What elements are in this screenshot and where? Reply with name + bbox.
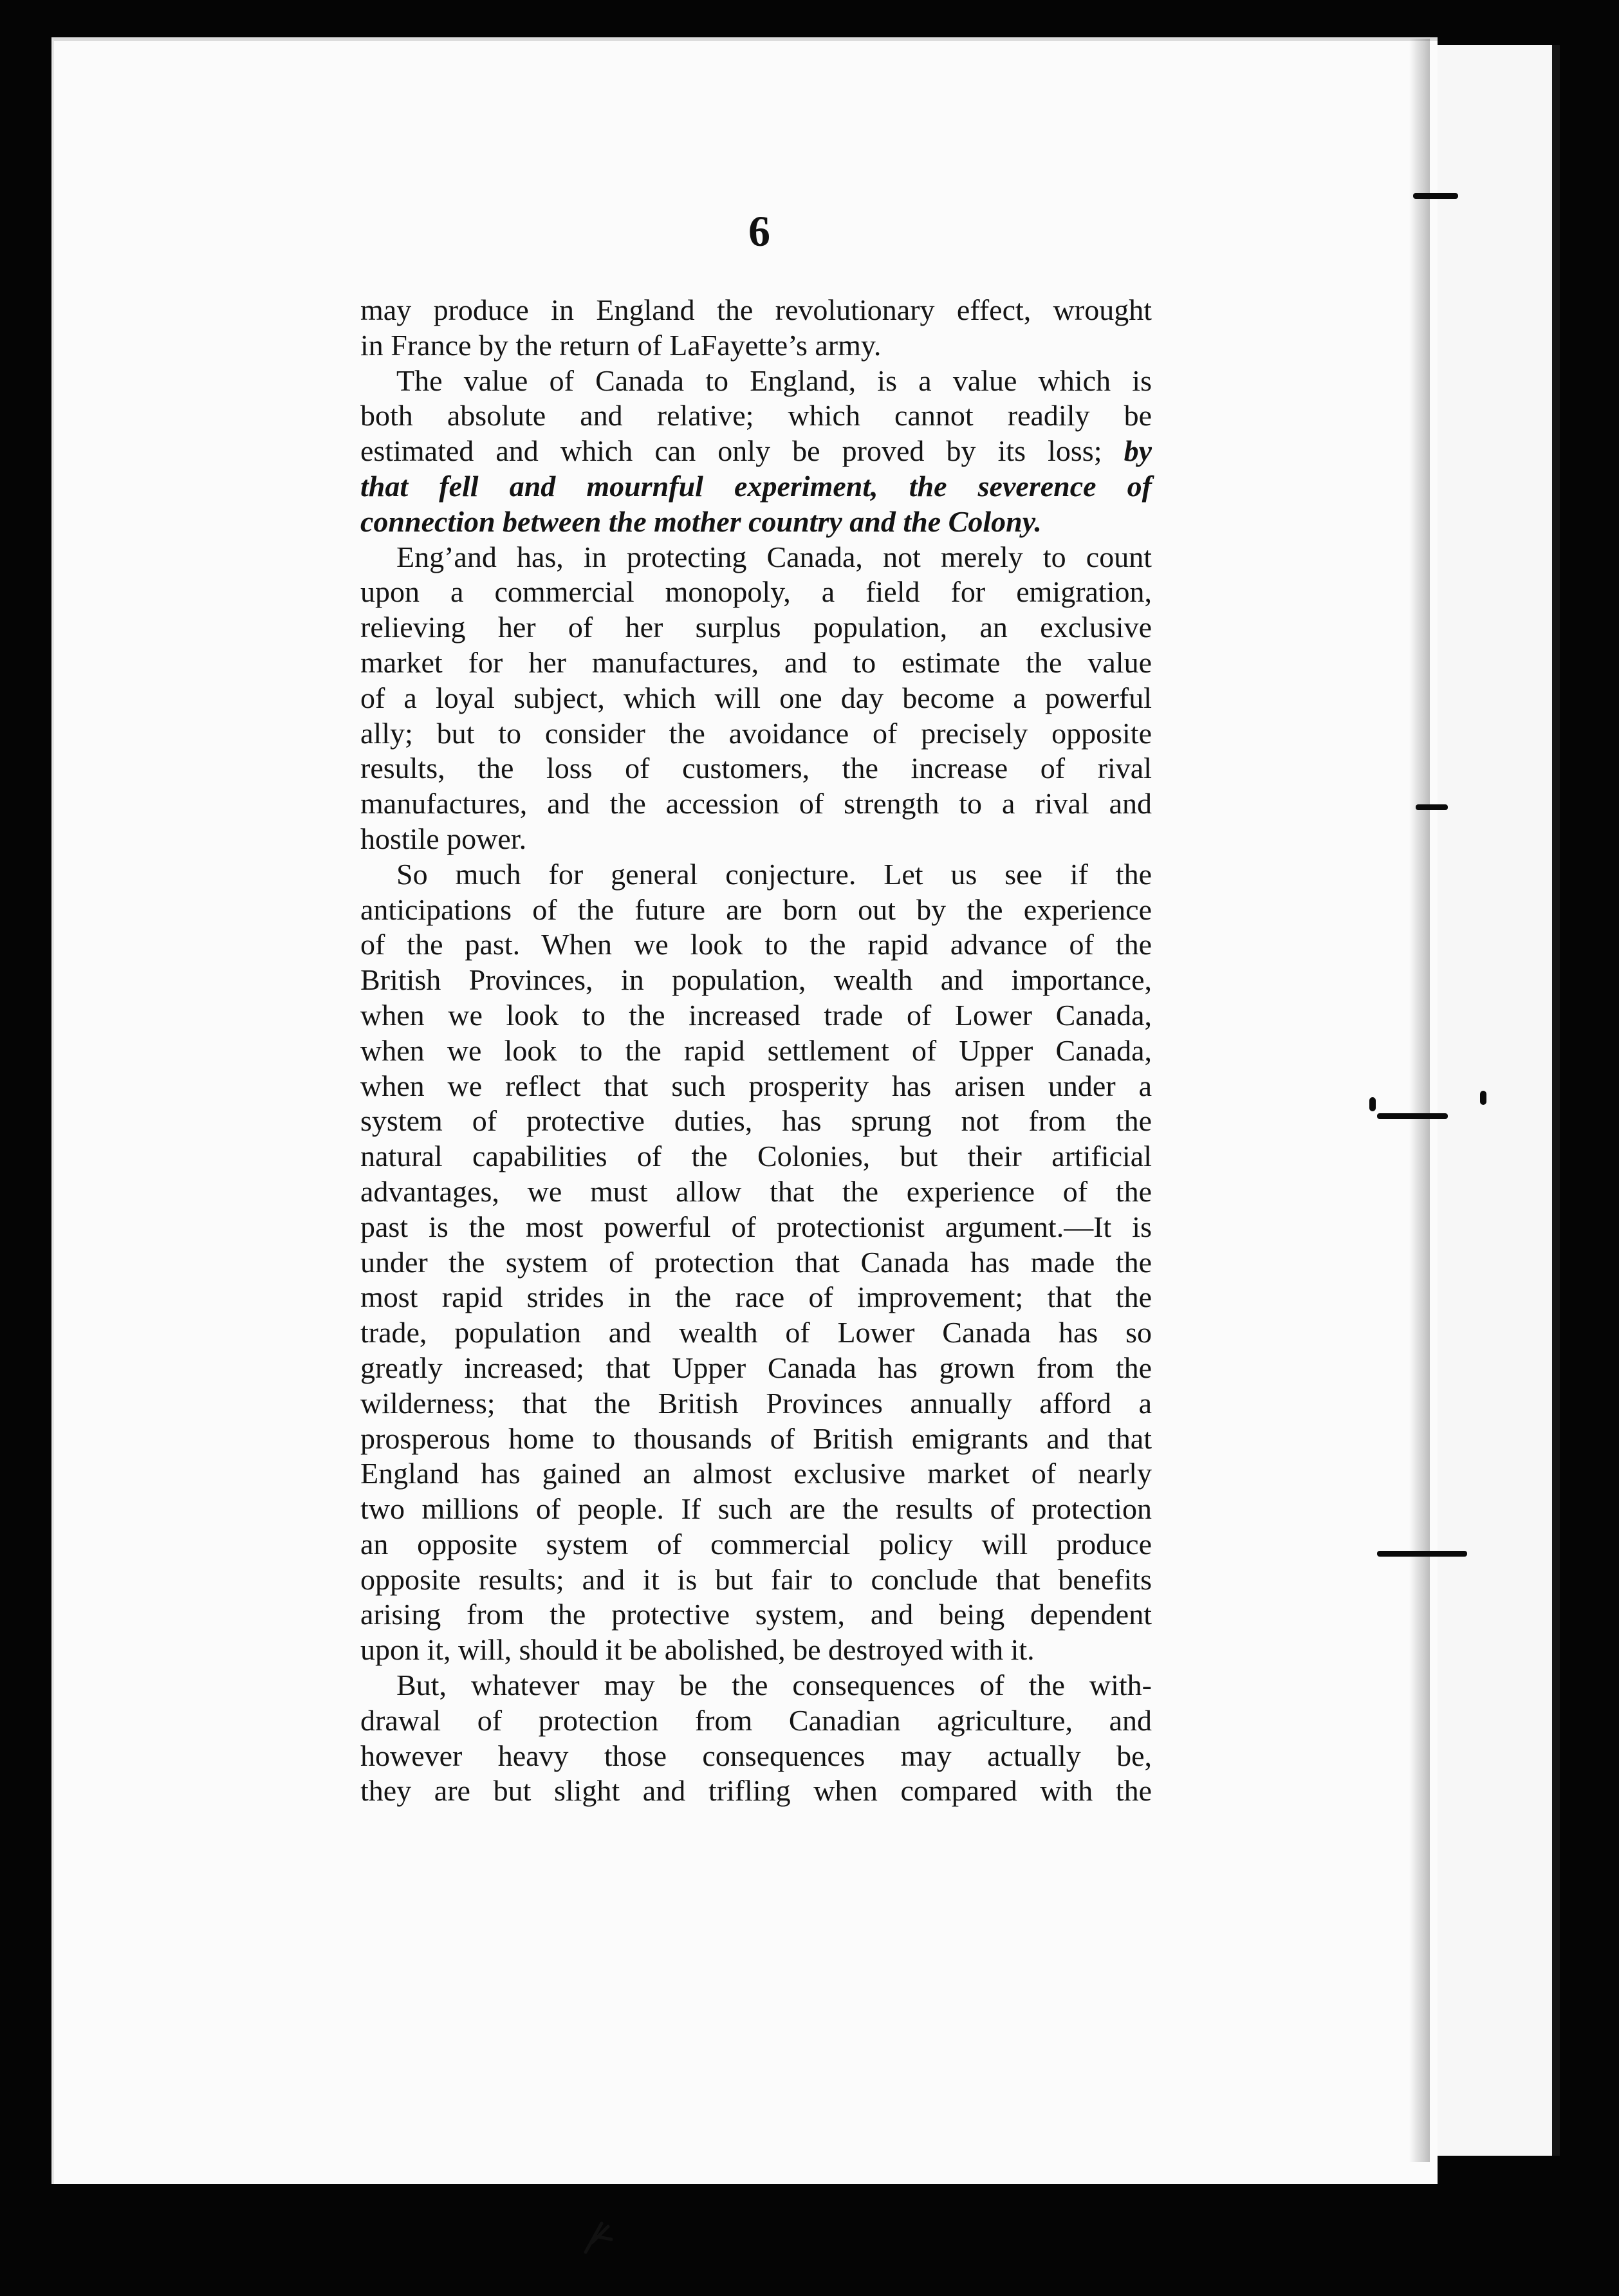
text-line xyxy=(360,716,1152,752)
text-line xyxy=(360,434,1152,469)
text-line-content: England has gained an almost exclusive market of nearly xyxy=(360,1457,1152,1490)
text-line xyxy=(360,998,1152,1033)
text-line xyxy=(360,1773,1152,1809)
binding-dot xyxy=(1369,1097,1376,1111)
text-line-content: hostile power. xyxy=(360,822,527,855)
text-line-content: both absolute and relative; which cannot readily be xyxy=(360,399,1152,432)
text-line-content: British Provinces, in population, wealth and importance, xyxy=(360,963,1152,997)
text-line xyxy=(360,1456,1152,1492)
text-line-content: when we reflect that such prosperity has arisen under a xyxy=(360,1069,1152,1102)
text-line xyxy=(360,398,1152,434)
binding-dot xyxy=(1480,1091,1486,1105)
text-line xyxy=(360,645,1152,681)
text-line-content: trade, population and wealth of Lower Canada has so xyxy=(360,1316,1152,1349)
text-line xyxy=(360,1492,1152,1527)
text-line-content: results, the loss of customers, the increase of rival xyxy=(360,752,1152,785)
binding-stitch xyxy=(1377,1113,1448,1119)
text-line xyxy=(360,540,1152,575)
text-line-content: upon a commercial monopoly, a field for emigration, xyxy=(360,575,1152,609)
text-line-content: may produce in England the revolutionary effect, wrought xyxy=(360,293,1152,326)
text-line xyxy=(360,1280,1152,1315)
text-line xyxy=(360,1069,1152,1104)
text-line xyxy=(360,1139,1152,1174)
text-line xyxy=(360,364,1152,399)
text-line-content: wilderness; that the British Provinces annually afford a xyxy=(360,1386,1152,1420)
text-line-content: upon it, will, should it be abolished, be destroyed with it. xyxy=(360,1633,1035,1667)
binding-stitch xyxy=(1377,1551,1467,1557)
text-line-content: opposite results; and it is but fair to conclude that benefits xyxy=(360,1562,1152,1596)
text-line-content: system of protective duties, has sprung not from the xyxy=(360,1104,1152,1138)
text-line xyxy=(360,1315,1152,1351)
text-line xyxy=(360,1633,1152,1668)
text-line xyxy=(360,469,1152,505)
text-line-content: anticipations of the future are born out by the experience xyxy=(360,893,1152,926)
text-line-content: ally; but to consider the avoidance of precisely opposite xyxy=(360,716,1152,750)
text-line-content: But, whatever may be the consequences of the with- xyxy=(396,1669,1152,1702)
italic-text: that fell and mournful experiment, the severence of xyxy=(360,469,1152,503)
italic-text: connection between the mother country and the Colony. xyxy=(360,505,1042,538)
text-line-content: relieving her of her surplus population, an exclusive xyxy=(360,611,1152,644)
text-line xyxy=(360,1668,1152,1703)
text-line-content: greatly increased; that Upper Canada has grown from the xyxy=(360,1351,1152,1384)
text-line-content: Eng’and has, in protecting Canada, not merely to count xyxy=(396,540,1152,573)
text-line xyxy=(360,610,1152,645)
facing-page xyxy=(1430,45,1559,2156)
text-line xyxy=(360,1245,1152,1281)
text-line-content: advantages, we must allow that the experience of the xyxy=(360,1174,1152,1208)
text-line xyxy=(360,927,1152,963)
text-line xyxy=(360,1351,1152,1386)
text-line-content: past is the most powerful of protectionist argument.—It is xyxy=(360,1210,1152,1243)
text-line xyxy=(360,822,1152,857)
text-line-content: when we look to the increased trade of Lower Canada, xyxy=(360,998,1152,1032)
text-line xyxy=(360,575,1152,610)
text-line xyxy=(360,1104,1152,1139)
text-line xyxy=(360,1033,1152,1069)
text-line xyxy=(360,681,1152,716)
text-line xyxy=(360,1210,1152,1245)
text-line-content: natural capabilities of the Colonies, but their artificial xyxy=(360,1140,1152,1173)
text-line xyxy=(360,1703,1152,1739)
text-line-content: of the past. When we look to the rapid advance of the xyxy=(360,928,1152,961)
text-line xyxy=(360,1562,1152,1598)
italic-text: by xyxy=(1124,434,1152,468)
text-line-content: The value of Canada to England, is a value which is xyxy=(396,364,1152,397)
text-line xyxy=(360,1386,1152,1421)
facing-page-edge xyxy=(1552,45,1560,2156)
body-text xyxy=(360,293,1152,1809)
text-line xyxy=(360,963,1152,998)
text-line xyxy=(360,1739,1152,1774)
binding-stitch xyxy=(1413,193,1458,199)
text-line-content: however heavy those consequences may actually be, xyxy=(360,1739,1152,1772)
text-line-content: of a loyal subject, which will one day become a powerful xyxy=(360,681,1152,714)
gutter-shadow xyxy=(1409,39,1430,2162)
text-line-content: two millions of people. If such are the results of protection xyxy=(360,1492,1152,1526)
text-line-content: market for her manufactures, and to estimate the value xyxy=(360,645,1152,679)
page-number: 6 xyxy=(748,207,770,255)
text-line xyxy=(360,328,1152,364)
text-line-content: in France by the return of LaFayette’s army. xyxy=(360,328,882,362)
text-line-content: most rapid strides in the race of improvement; that the xyxy=(360,1281,1152,1314)
text-line xyxy=(360,1597,1152,1633)
text-line-content: when we look to the rapid settlement of Upper Canada, xyxy=(360,1033,1152,1067)
text-line xyxy=(360,1421,1152,1457)
text-line-content: drawal of protection from Canadian agriculture, and xyxy=(360,1703,1152,1737)
text-line xyxy=(360,786,1152,822)
text-line xyxy=(360,1174,1152,1210)
text-line-content: arising from the protective system, and being dependent xyxy=(360,1598,1152,1631)
text-line-content: prosperous home to thousands of British emigrants and that xyxy=(360,1421,1152,1455)
text-line xyxy=(360,751,1152,786)
text-line-content: estimated and which can only be proved by its loss; xyxy=(360,434,1102,468)
text-line-content: manufactures, and the accession of strength to a rival and xyxy=(360,787,1152,820)
text-line xyxy=(360,505,1152,540)
text-line-content: they are but slight and trifling when compared with the xyxy=(360,1774,1152,1808)
pen-mark xyxy=(579,2214,618,2259)
binding-stitch xyxy=(1416,804,1448,810)
text-line-content: So much for general conjecture. Let us see if the xyxy=(396,857,1152,891)
text-line xyxy=(360,893,1152,928)
text-line-content: under the system of protection that Canada has made the xyxy=(360,1245,1152,1279)
text-line xyxy=(360,1527,1152,1562)
text-line xyxy=(360,857,1152,893)
text-line-content: an opposite system of commercial policy will produce xyxy=(360,1527,1152,1560)
text-line xyxy=(360,293,1152,328)
